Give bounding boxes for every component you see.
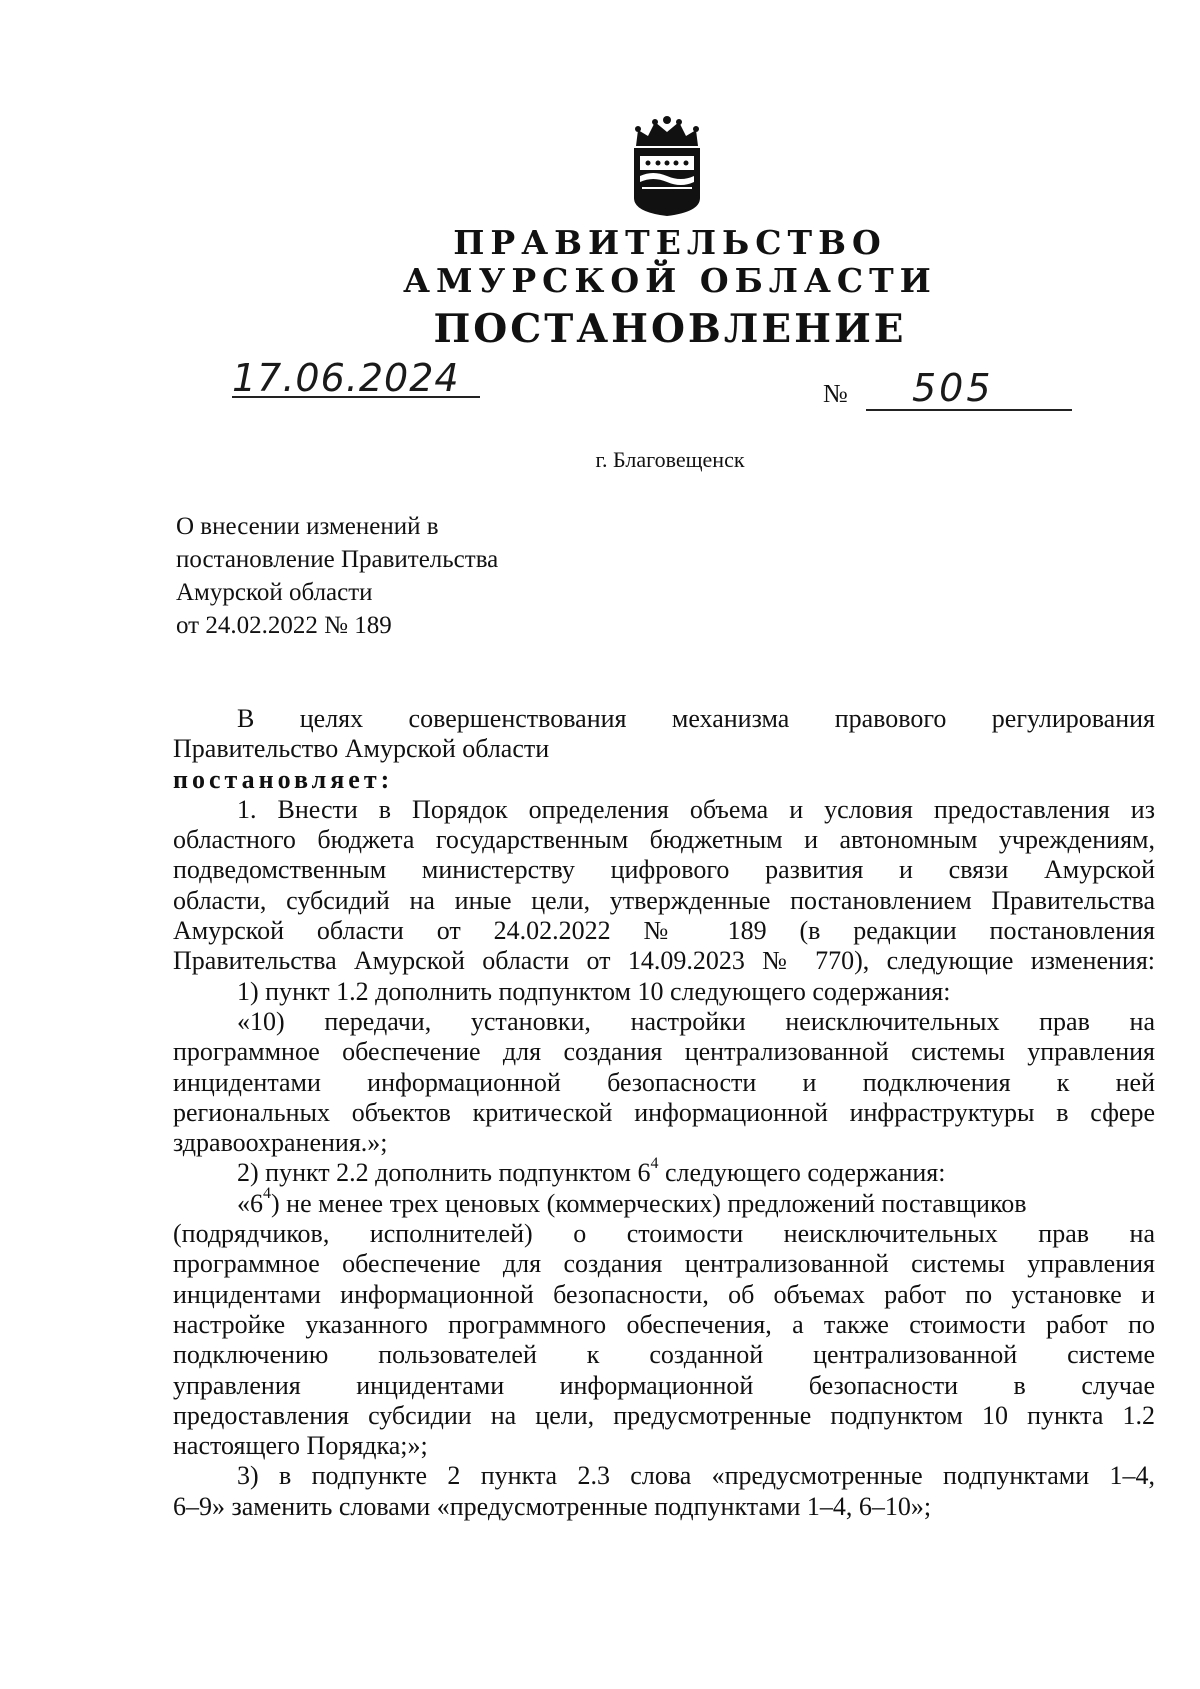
organization-line-1: ПРАВИТЕЛЬСТВО — [453, 223, 887, 262]
body-line: «10) передачи, установки, настройки неисключительных прав на — [237, 1006, 1155, 1036]
subject-line: постановление Правительства — [176, 546, 499, 573]
text-run: следующего содержания: — [658, 1158, 946, 1188]
document-subject — [176, 510, 498, 642]
text-run: ) не менее трех ценовых (коммерческих) предложений поставщиков — [271, 1188, 1027, 1218]
resolves-word: постановляет: — [173, 764, 394, 794]
body-line: подведомственным министерству цифрового развития и связи Амурской — [173, 855, 1155, 885]
body-line: управления инцидентами информационной безопасности в случае — [173, 1370, 1155, 1400]
subject-line: О внесении изменений в — [176, 513, 439, 540]
body-line: В целях совершенствования механизма правового регулирования — [237, 704, 1155, 733]
body-line: области, субсидий на иные цели, утвержденные постановлением Правительства — [173, 885, 1155, 915]
body-line: 3) в подпункте 2 пункта 2.3 слова «предусмотренные подпунктами 1–4, — [237, 1461, 1155, 1491]
body-line: региональных объектов критической информационной инфраструктуры в сфере — [173, 1097, 1155, 1127]
document-type: ПОСТАНОВЛЕНИЕ — [433, 306, 907, 352]
body-line: предоставления субсидии на цели, предусмотренные подпунктом 10 пункта 1.2 — [173, 1400, 1155, 1430]
document-date: 17.06.2024 — [232, 356, 460, 400]
text-run: 2) пункт 2.2 дополнить подпунктом 6 — [237, 1158, 651, 1188]
document-body — [173, 704, 1155, 1522]
body-line: инцидентами информационной безопасности и подключения к ней — [173, 1067, 1155, 1097]
text-run: «6 — [237, 1188, 263, 1218]
body-line: 6–9» заменить словами «предусмотренные подпунктами 1–4, 6–10»; — [173, 1491, 932, 1521]
body-line: программное обеспечение для создания централизованной системы управления — [173, 1249, 1155, 1279]
city: г. Благовещенск — [595, 447, 745, 472]
body-line: областного бюджета государственным бюджетным и автономным учреждениям, — [173, 825, 1155, 855]
body-line: программное обеспечение для создания централизованной системы управления — [173, 1037, 1155, 1067]
body-line: настоящего Порядка;»; — [173, 1431, 428, 1461]
superscript: 4 — [650, 1154, 659, 1172]
body-line: Правительства Амурской области от 14.09.2023 № 770), следующие изменения: — [173, 946, 1155, 976]
body-line: 1) пункт 1.2 дополнить подпунктом 10 следующего содержания: — [237, 976, 951, 1006]
body-line — [173, 1154, 1155, 1188]
body-line: здравоохранения.»; — [173, 1128, 388, 1158]
organization-line-2: АМУРСКОЙ ОБЛАСТИ — [403, 261, 937, 300]
subject-line: Амурской области — [176, 579, 373, 606]
document-number: 505 — [912, 366, 994, 410]
superscript: 4 — [263, 1185, 271, 1203]
body-line: подключению пользователей к созданной централизованной системе — [173, 1340, 1155, 1370]
subject-line: от 24.02.2022 № 189 — [176, 612, 392, 639]
number-sign: № — [823, 379, 848, 408]
body-line: (подрядчиков, исполнителей) о стоимости неисключительных прав на — [173, 1219, 1155, 1249]
body-line — [173, 1185, 1155, 1219]
body-line: настройке указанного программного обеспечения, а также стоимости работ по — [173, 1309, 1155, 1339]
body-line: 1. Внести в Порядок определения объема и условия предоставления из — [237, 794, 1155, 824]
coat-of-arms-icon — [628, 116, 706, 218]
body-line: Правительство Амурской области — [173, 734, 550, 764]
body-line: Амурской области от 24.02.2022 № 189 (в редакции постановления — [173, 916, 1155, 946]
body-line: инцидентами информационной безопасности, об объемах работ по установке и — [173, 1279, 1155, 1309]
